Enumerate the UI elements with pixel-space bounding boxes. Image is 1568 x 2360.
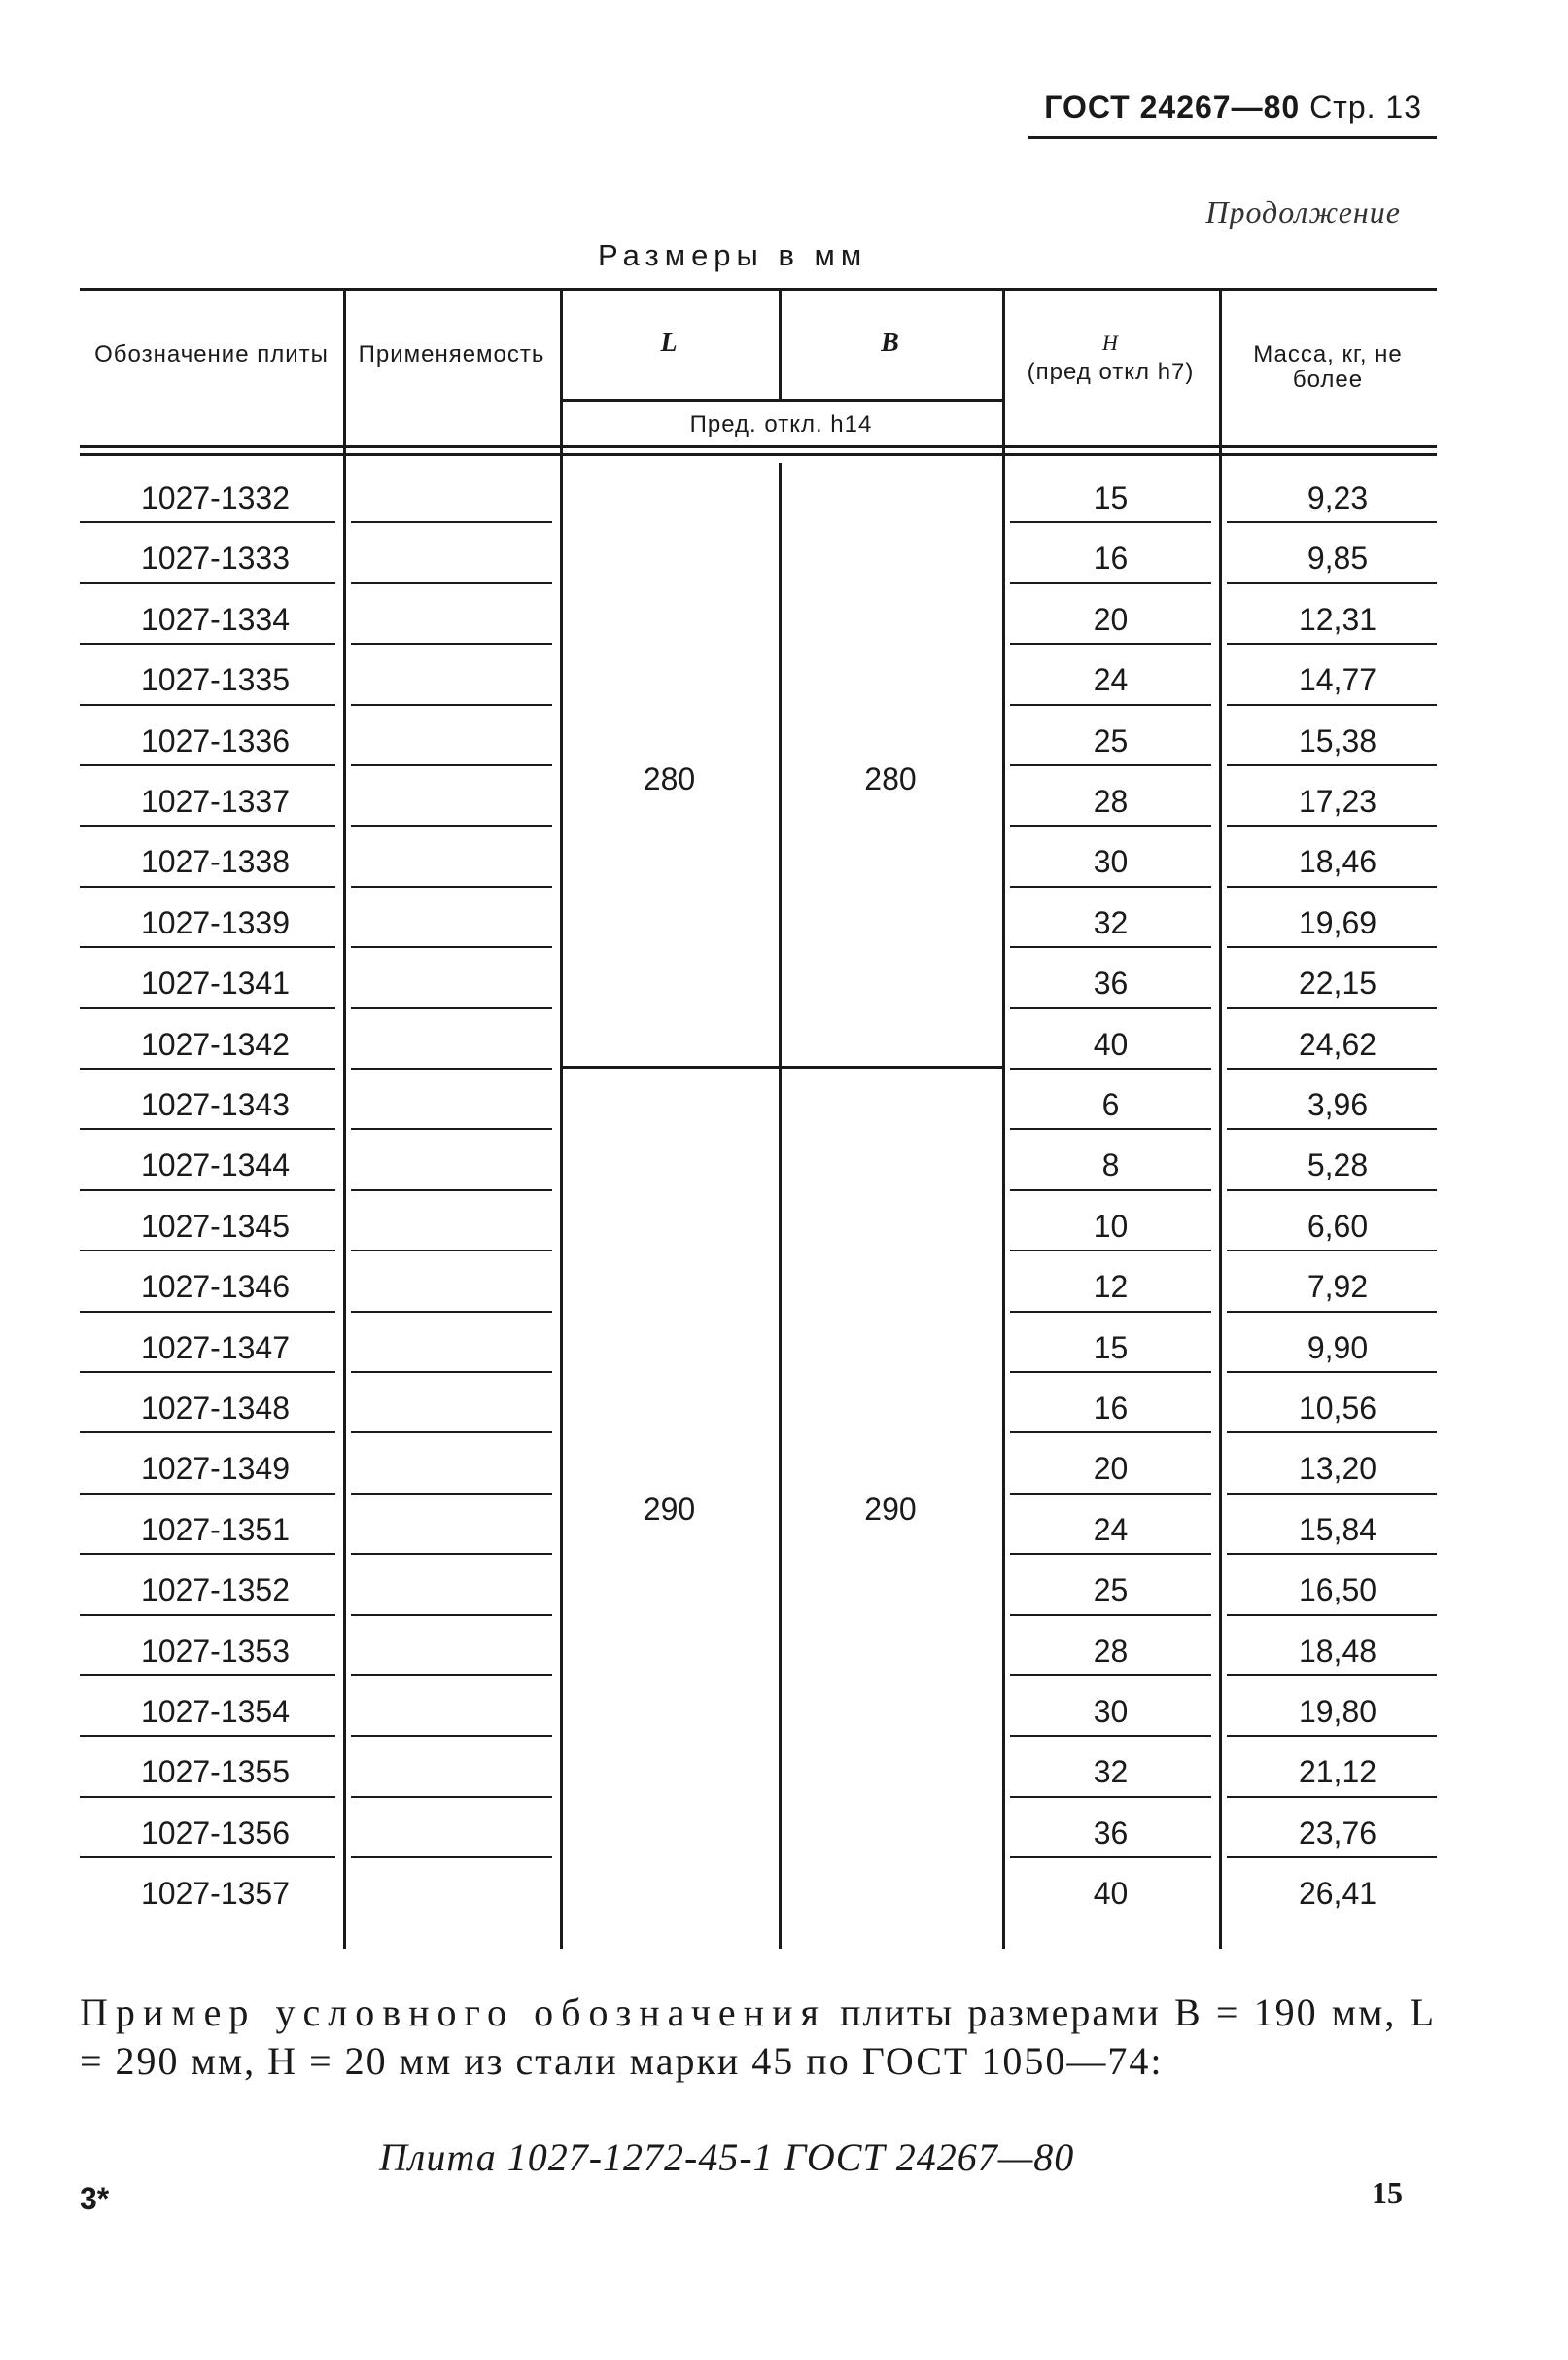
row-rule-applicability [351, 1735, 552, 1737]
row-H: 36 [1093, 966, 1129, 1002]
group-separator [560, 1066, 1002, 1069]
row-rule-H [1010, 704, 1211, 706]
row-rule-applicability [351, 1128, 552, 1130]
row-rule-mass [1227, 1856, 1437, 1858]
row-H: 16 [1093, 1391, 1129, 1426]
row-rule-designation [80, 946, 335, 948]
row-mass: 22,15 [1298, 966, 1377, 1002]
example-paragraph [80, 1989, 1436, 2086]
row-mass: 13,20 [1298, 1451, 1377, 1487]
row-rule-designation [80, 1796, 335, 1798]
row-designation: 1027-1347 [140, 1329, 291, 1365]
row-mass: 18,48 [1298, 1633, 1377, 1669]
col-divider-L [560, 288, 563, 1949]
row-H: 25 [1093, 722, 1129, 758]
row-rule-mass [1227, 1553, 1437, 1555]
row-mass: 15,38 [1298, 722, 1377, 758]
row-designation: 1027-1355 [140, 1754, 291, 1790]
row-rule-designation [80, 1614, 335, 1616]
row-designation: 1027-1341 [140, 966, 291, 1002]
row-rule-mass [1227, 1674, 1437, 1676]
running-head [1044, 89, 1422, 125]
header-H: H [1102, 331, 1119, 355]
row-rule-applicability [351, 1553, 552, 1555]
row-H: 28 [1093, 1633, 1129, 1669]
row-H: 40 [1093, 1876, 1129, 1912]
row-mass: 24,62 [1298, 1026, 1377, 1062]
row-designation: 1027-1349 [140, 1451, 291, 1487]
header-mass: Масса, кг, не более [1253, 341, 1403, 393]
row-rule-mass [1227, 1796, 1437, 1798]
row-mass: 12,31 [1298, 601, 1377, 637]
row-mass: 9,90 [1307, 1329, 1369, 1365]
row-H: 32 [1093, 1754, 1129, 1790]
row-mass: 9,85 [1307, 541, 1369, 577]
header-B: B [881, 328, 900, 358]
row-mass: 21,12 [1298, 1754, 1377, 1790]
row-H: 20 [1093, 601, 1129, 637]
row-rule-mass [1227, 1614, 1437, 1616]
row-designation: 1027-1353 [140, 1633, 291, 1669]
row-rule-designation [80, 1431, 335, 1433]
row-rule-designation [80, 704, 335, 706]
row-rule-H [1010, 946, 1211, 948]
header-double-rule [80, 453, 1437, 456]
row-rule-mass [1227, 582, 1437, 584]
row-rule-H [1010, 1856, 1211, 1858]
row-rule-mass [1227, 1007, 1437, 1009]
row-rule-H [1010, 1735, 1211, 1737]
row-rule-mass [1227, 1493, 1437, 1495]
header-H-note: (пред откл h7) [1027, 359, 1195, 385]
row-designation: 1027-1338 [140, 844, 291, 880]
example-lead: Пример условного обозначения [80, 1990, 826, 2034]
row-H: 30 [1093, 844, 1129, 880]
row-rule-H [1010, 825, 1211, 827]
row-H: 36 [1093, 1814, 1129, 1850]
row-rule-applicability [351, 704, 552, 706]
row-rule-applicability [351, 1068, 552, 1070]
row-rule-mass [1227, 886, 1437, 888]
standard-number: ГОСТ 24267—80 [1044, 89, 1301, 124]
row-designation: 1027-1351 [140, 1511, 291, 1547]
row-rule-applicability [351, 1856, 552, 1858]
page-number: 15 [1372, 2175, 1403, 2210]
col-divider-mass [1219, 288, 1222, 1949]
row-H: 15 [1093, 480, 1129, 515]
header-rule [1028, 136, 1437, 139]
row-H: 12 [1093, 1269, 1129, 1305]
row-rule-applicability [351, 1007, 552, 1009]
row-rule-applicability [351, 1674, 552, 1676]
row-H: 32 [1093, 904, 1129, 940]
row-mass: 19,80 [1298, 1694, 1377, 1729]
row-designation: 1027-1352 [140, 1572, 291, 1608]
row-rule-H [1010, 1128, 1211, 1130]
row-designation: 1027-1332 [140, 480, 291, 515]
header-L: L [660, 328, 679, 358]
row-rule-H [1010, 1311, 1211, 1313]
row-designation: 1027-1334 [140, 601, 291, 637]
row-designation: 1027-1335 [140, 662, 291, 698]
designation-example: Плита 1027-1272-45-1 ГОСТ 24267—80 [379, 2135, 1075, 2179]
row-rule-designation [80, 886, 335, 888]
row-H: 28 [1093, 784, 1129, 819]
row-rule-applicability [351, 1614, 552, 1616]
row-rule-applicability [351, 946, 552, 948]
row-rule-H [1010, 1796, 1211, 1798]
row-rule-designation [80, 1856, 335, 1858]
row-H: 40 [1093, 1026, 1129, 1062]
row-H: 8 [1101, 1147, 1120, 1183]
example-text: плиты размерами B = 190 мм, L = 290 мм, H = 20 мм из стали марки 45 по ГОСТ 1050—74: [80, 1990, 1437, 2083]
row-rule-designation [80, 582, 335, 584]
row-designation: 1027-1344 [140, 1147, 291, 1183]
row-H: 10 [1093, 1208, 1129, 1244]
group-L: 280 [643, 761, 696, 796]
row-designation: 1027-1343 [140, 1087, 291, 1122]
row-H: 15 [1093, 1329, 1129, 1365]
row-mass: 16,50 [1298, 1572, 1377, 1608]
row-rule-mass [1227, 764, 1437, 766]
row-rule-applicability [351, 1493, 552, 1495]
row-rule-designation [80, 764, 335, 766]
row-mass: 15,84 [1298, 1511, 1377, 1547]
row-rule-applicability [351, 521, 552, 523]
row-mass: 18,46 [1298, 844, 1377, 880]
row-mass: 19,69 [1298, 904, 1377, 940]
row-rule-H [1010, 521, 1211, 523]
row-rule-applicability [351, 1189, 552, 1191]
col-divider-H [1002, 288, 1005, 1949]
row-rule-designation [80, 1189, 335, 1191]
row-rule-designation [80, 521, 335, 523]
header-designation: Обозначение плиты [94, 341, 329, 368]
group-B: 280 [864, 761, 917, 796]
row-H: 24 [1093, 662, 1129, 698]
row-rule-designation [80, 1493, 335, 1495]
row-designation: 1027-1346 [140, 1269, 291, 1305]
row-rule-designation [80, 1674, 335, 1676]
row-H: 6 [1101, 1087, 1120, 1122]
row-designation: 1027-1337 [140, 784, 291, 819]
row-rule-applicability [351, 1796, 552, 1798]
row-designation: 1027-1357 [140, 1876, 291, 1912]
row-H: 16 [1093, 541, 1129, 577]
row-H: 20 [1093, 1451, 1129, 1487]
continuation-label: Продолжение [1205, 194, 1401, 229]
row-rule-applicability [351, 1371, 552, 1373]
row-rule-designation [80, 1311, 335, 1313]
row-rule-applicability [351, 886, 552, 888]
row-rule-applicability [351, 764, 552, 766]
row-mass: 3,96 [1307, 1087, 1369, 1122]
row-rule-designation [80, 1371, 335, 1373]
row-rule-H [1010, 1068, 1211, 1070]
row-mass: 14,77 [1298, 662, 1377, 698]
row-rule-designation [80, 1250, 335, 1251]
tolerance-rule [560, 399, 1002, 402]
units-caption: Размеры в мм [598, 238, 868, 272]
row-mass: 9,23 [1307, 480, 1369, 515]
row-rule-H [1010, 1371, 1211, 1373]
row-rule-applicability [351, 582, 552, 584]
row-rule-mass [1227, 1189, 1437, 1191]
row-rule-mass [1227, 1068, 1437, 1070]
row-designation: 1027-1345 [140, 1208, 291, 1244]
row-mass: 26,41 [1298, 1876, 1377, 1912]
row-H: 30 [1093, 1694, 1129, 1729]
group-B: 290 [864, 1491, 917, 1527]
row-H: 24 [1093, 1511, 1129, 1547]
row-rule-H [1010, 643, 1211, 645]
row-rule-H [1010, 1674, 1211, 1676]
row-rule-designation [80, 1068, 335, 1070]
row-designation: 1027-1336 [140, 722, 291, 758]
row-rule-mass [1227, 1735, 1437, 1737]
row-rule-mass [1227, 1311, 1437, 1313]
row-mass: 7,92 [1307, 1269, 1369, 1305]
row-mass: 10,56 [1298, 1391, 1377, 1426]
row-rule-mass [1227, 704, 1437, 706]
row-designation: 1027-1333 [140, 541, 291, 577]
page-reference: Стр. 13 [1309, 89, 1422, 124]
row-mass: 17,23 [1298, 784, 1377, 819]
row-designation: 1027-1348 [140, 1391, 291, 1426]
row-designation: 1027-1356 [140, 1814, 291, 1850]
sheet-mark: 3* [80, 2181, 110, 2216]
row-rule-designation [80, 1553, 335, 1555]
header-bottom-rule [80, 445, 1437, 448]
header-applicability: Применяемость [358, 341, 545, 368]
row-rule-H [1010, 1614, 1211, 1616]
row-rule-designation [80, 825, 335, 827]
row-mass: 5,28 [1307, 1147, 1369, 1183]
row-rule-H [1010, 1250, 1211, 1251]
row-rule-applicability [351, 1431, 552, 1433]
row-rule-H [1010, 1493, 1211, 1495]
row-designation: 1027-1342 [140, 1026, 291, 1062]
row-rule-mass [1227, 521, 1437, 523]
table-top-rule [80, 288, 1437, 291]
row-mass: 23,76 [1298, 1814, 1377, 1850]
row-rule-mass [1227, 1431, 1437, 1433]
row-rule-mass [1227, 946, 1437, 948]
row-rule-designation [80, 1735, 335, 1737]
row-rule-applicability [351, 1311, 552, 1313]
row-rule-designation [80, 1128, 335, 1130]
col-divider-applicability [343, 288, 346, 1949]
row-rule-H [1010, 1553, 1211, 1555]
row-designation: 1027-1354 [140, 1694, 291, 1729]
row-rule-mass [1227, 1250, 1437, 1251]
row-rule-H [1010, 1189, 1211, 1191]
row-rule-designation [80, 1007, 335, 1009]
row-rule-mass [1227, 643, 1437, 645]
row-rule-mass [1227, 825, 1437, 827]
row-rule-H [1010, 764, 1211, 766]
row-rule-applicability [351, 1250, 552, 1251]
row-mass: 6,60 [1307, 1208, 1369, 1244]
row-rule-H [1010, 582, 1211, 584]
row-rule-applicability [351, 643, 552, 645]
row-rule-applicability [351, 825, 552, 827]
row-designation: 1027-1339 [140, 904, 291, 940]
row-rule-designation [80, 643, 335, 645]
row-rule-H [1010, 1431, 1211, 1433]
group-L: 290 [643, 1491, 696, 1527]
col-divider-B [779, 463, 782, 1949]
row-rule-mass [1227, 1371, 1437, 1373]
row-H: 25 [1093, 1572, 1129, 1608]
row-rule-mass [1227, 1128, 1437, 1130]
header-tolerance: Пред. откл. h14 [689, 411, 873, 438]
row-rule-H [1010, 886, 1211, 888]
row-rule-H [1010, 1007, 1211, 1009]
